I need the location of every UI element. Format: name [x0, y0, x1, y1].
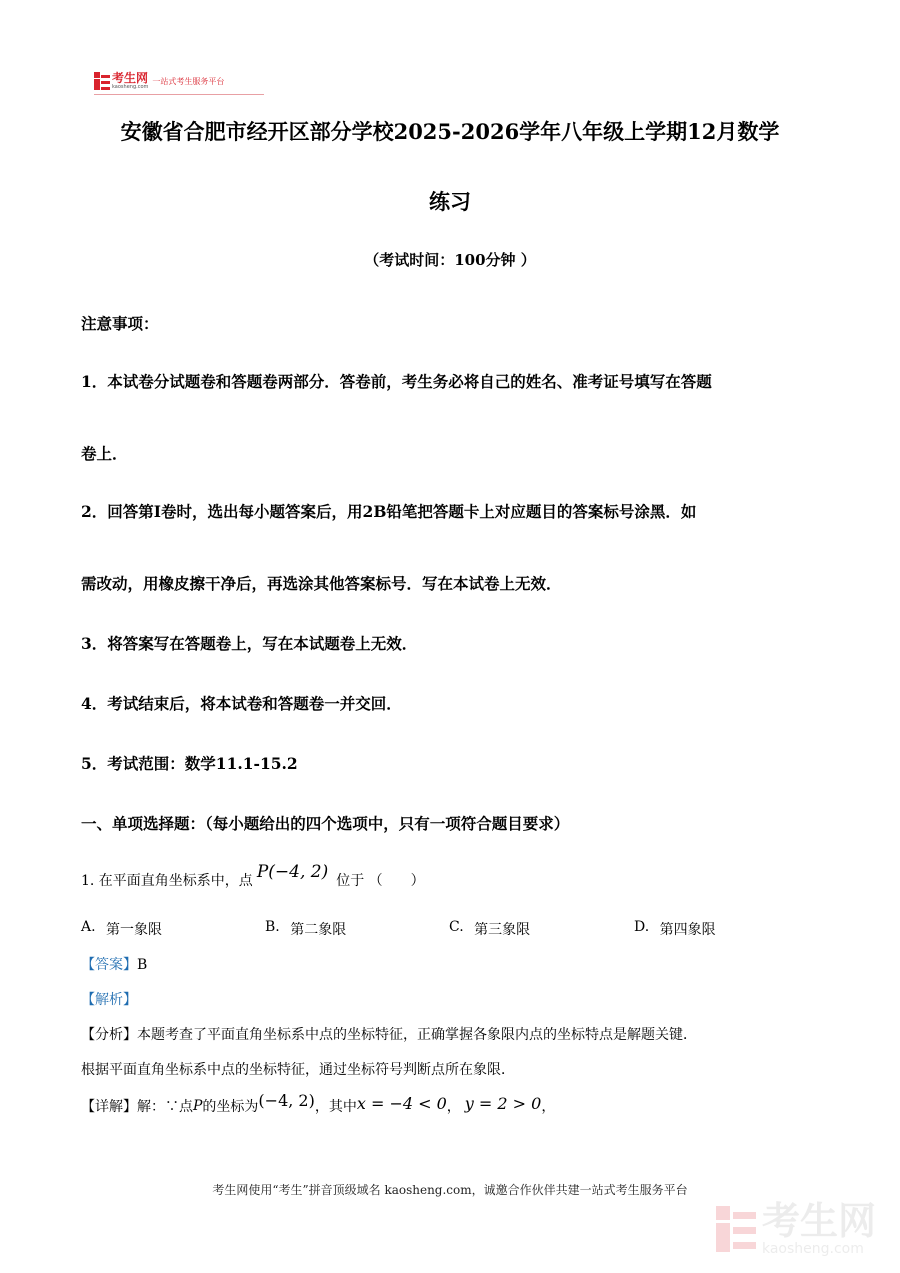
watermark: [716, 1201, 876, 1257]
page-footer: 考生网使用“考生”拼音顶级域名 kaosheng.com，诚邀合作伙伴共建一站式考生服务平台: [212, 1183, 688, 1197]
option-text: 第一象限: [106, 922, 163, 938]
notes-heading: 注意事项：: [81, 314, 159, 333]
option-letter: A.: [81, 919, 96, 935]
option-letter: C.: [449, 919, 464, 935]
option-letter: B.: [265, 919, 280, 935]
header-divider: [94, 94, 264, 95]
xiangjie-y-condition: y = 2 > 0: [464, 1093, 542, 1113]
note-5: 5．考试范围：数学11.1-15.2: [81, 754, 298, 773]
kaosheng-logo-icon: [94, 72, 110, 90]
xiangjie-text-mid: 的坐标为: [202, 1099, 259, 1115]
header-logo: [94, 72, 224, 90]
answer-tag: 【答案】: [81, 957, 137, 973]
logo-text: [112, 72, 148, 90]
watermark-domain: kaosheng.com: [761, 1241, 864, 1257]
xiangjie-comma: ，: [446, 1099, 461, 1115]
analysis-tag: 【解析】: [81, 992, 137, 1008]
analysis-xiangjie: [81, 1090, 556, 1116]
exam-time: （考试时间：100分钟 ）: [364, 251, 536, 269]
xiangjie-comma-end: ，: [541, 1099, 556, 1115]
question-1-blank: 位于 （ ）: [336, 873, 425, 889]
option-text: 第二象限: [290, 922, 347, 938]
section-heading: 一、单项选择题：（每小题给出的四个选项中，只有一项符合题目要求）: [81, 814, 570, 833]
note-2b: 需改动，用橡皮擦干净后，再选涂其他答案标号．写在本试卷上无效．: [81, 574, 562, 593]
xiangjie-text: 【详解】解：∵点: [81, 1099, 193, 1115]
logo-domain: kaosheng.com: [112, 84, 149, 90]
page-title-line1: 安徽省合肥市经开区部分学校2025-2026学年八年级上学期12月数学: [120, 119, 780, 144]
note-3: 3．将答案写在答题卷上，写在本试题卷上无效．: [81, 634, 418, 653]
note-4: 4．考试结束后，将本试卷和答题卷一并交回．: [81, 694, 402, 713]
xiangjie-x-condition: x = −4 < 0: [356, 1093, 447, 1113]
xiangjie-point-name: P: [193, 1098, 203, 1114]
answer-value: B: [137, 957, 148, 973]
question-1-text: 1. 在平面直角坐标系中，点: [81, 873, 253, 889]
note-1a: 1．本试卷分试题卷和答题卷两部分．答卷前，考生务必将自己的姓名、准考证号填写在答题: [81, 372, 712, 391]
watermark-name: 考生网: [761, 1199, 876, 1243]
question-1-point: P(−4, 2): [256, 862, 329, 882]
answer-line: [81, 954, 147, 974]
watermark-logo-icon: [716, 1206, 756, 1252]
option-b: [265, 916, 346, 936]
logo-slogan: 一站式考生服务平台: [152, 76, 225, 86]
option-letter: D.: [634, 919, 650, 935]
option-a: [81, 916, 162, 936]
note-1b: 卷上．: [81, 444, 128, 463]
page-title-line2: 练习: [429, 189, 471, 214]
option-d: [634, 916, 716, 936]
question-1-stem: [81, 862, 425, 890]
option-text: 第三象限: [474, 922, 531, 938]
option-text: 第四象限: [659, 922, 716, 938]
option-c: [449, 916, 530, 936]
logo-name: 考生网: [112, 71, 149, 85]
xiangjie-coordinate: (−4, 2): [258, 1090, 315, 1110]
analysis-fenxi: 【分析】本题考查了平面直角坐标系中点的坐标特征，正确掌握各象限内点的坐标特点是解题关键．: [81, 1027, 697, 1043]
xiangjie-text-where: ，其中: [314, 1099, 357, 1115]
analysis-fenxi-2: 根据平面直角坐标系中点的坐标特征，通过坐标符号判断点所在象限．: [81, 1062, 515, 1078]
note-2a: 2．回答第Ⅰ卷时，选出每小题答案后，用2B铅笔把答题卡上对应题目的答案标号涂黑．如: [81, 502, 697, 521]
